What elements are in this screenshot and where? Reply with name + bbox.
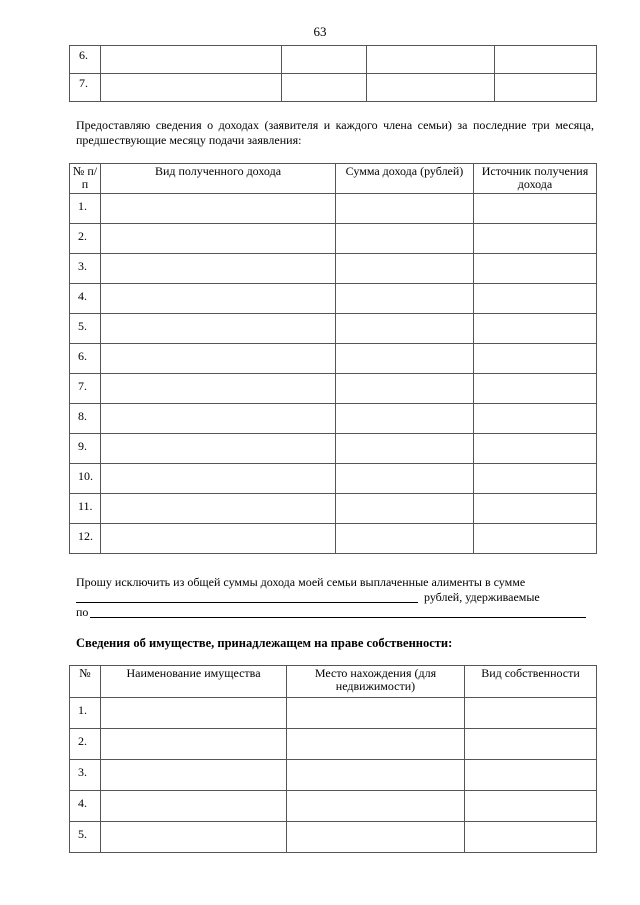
income-table-row	[70, 344, 597, 374]
income-table-cell[interactable]	[474, 254, 597, 284]
continued-table-cell[interactable]	[367, 74, 495, 102]
income-table-row	[70, 464, 597, 494]
income-table-cell[interactable]	[101, 194, 336, 224]
alimony-line3-prefix: по	[76, 605, 89, 619]
continued-table-cell[interactable]	[282, 74, 367, 102]
property-table-header-row	[70, 666, 597, 698]
income-table-cell[interactable]	[336, 224, 474, 254]
income-table-cell[interactable]	[101, 374, 336, 404]
property-table-row	[70, 698, 597, 729]
property-table-cell[interactable]	[465, 729, 597, 760]
income-table-cell[interactable]	[474, 464, 597, 494]
income-table-cell[interactable]	[101, 464, 336, 494]
property-header-name: Наименование имущества	[101, 666, 287, 698]
income-table-cell[interactable]	[101, 494, 336, 524]
income-table-row-number: 6.	[70, 344, 101, 374]
income-table-cell[interactable]	[336, 524, 474, 554]
income-table-cell[interactable]	[336, 254, 474, 284]
property-table-cell[interactable]	[101, 698, 287, 729]
property-table-row	[70, 791, 597, 822]
income-table-cell[interactable]	[474, 404, 597, 434]
income-table-cell[interactable]	[336, 314, 474, 344]
income-header-amount: Сумма дохода (рублей)	[336, 164, 474, 194]
income-table-row-number: 10.	[70, 464, 101, 494]
income-table-row	[70, 524, 597, 554]
income-table-row-number: 12.	[70, 524, 101, 554]
income-table-row	[70, 194, 597, 224]
income-table-cell[interactable]	[101, 344, 336, 374]
income-table-row-number: 4.	[70, 284, 101, 314]
income-table-cell[interactable]	[474, 314, 597, 344]
income-table-cell[interactable]	[474, 224, 597, 254]
income-table-cell[interactable]	[336, 404, 474, 434]
income-table-row-number: 8.	[70, 404, 101, 434]
property-table-row-number: 4.	[70, 791, 101, 822]
property-table-cell[interactable]	[101, 729, 287, 760]
income-table-row-number: 5.	[70, 314, 101, 344]
property-table-cell[interactable]	[287, 760, 465, 791]
continued-table-row-number: 6.	[70, 46, 101, 74]
continued-table	[69, 45, 597, 102]
property-table-cell[interactable]	[287, 822, 465, 853]
income-table-row	[70, 284, 597, 314]
property-header-num: №	[70, 666, 101, 698]
income-table-cell[interactable]	[101, 524, 336, 554]
income-table-row	[70, 434, 597, 464]
property-heading: Сведения об имуществе, принадлежащем на праве собственности:	[76, 636, 453, 650]
income-table-cell[interactable]	[336, 284, 474, 314]
continued-table-cell[interactable]	[282, 46, 367, 74]
property-table-row	[70, 760, 597, 791]
property-table-cell[interactable]	[287, 698, 465, 729]
page-number: 63	[313, 24, 327, 39]
continued-table-cell[interactable]	[495, 74, 597, 102]
continued-table-cell[interactable]	[367, 46, 495, 74]
income-intro-text: Предоставляю сведения о доходах (заявителя и каждого члена семьи) за последние три месяца, предшествующие месяцу подачи заявления:	[76, 118, 594, 147]
income-table-cell[interactable]	[336, 494, 474, 524]
income-table-row-number: 2.	[70, 224, 101, 254]
income-table-row	[70, 494, 597, 524]
income-header-num: № п/п	[70, 164, 101, 194]
income-table-row-number: 11.	[70, 494, 101, 524]
property-table-row-number: 5.	[70, 822, 101, 853]
property-table	[69, 665, 597, 853]
property-table-cell[interactable]	[465, 698, 597, 729]
income-table-cell[interactable]	[101, 314, 336, 344]
income-table-cell[interactable]	[474, 434, 597, 464]
property-table-row-number: 1.	[70, 698, 101, 729]
income-table-cell[interactable]	[474, 194, 597, 224]
income-table	[69, 163, 597, 554]
continued-table-row	[70, 74, 597, 102]
income-table-cell[interactable]	[101, 404, 336, 434]
property-table-row-number: 3.	[70, 760, 101, 791]
continued-table-row-number: 7.	[70, 74, 101, 102]
income-table-row-number: 7.	[70, 374, 101, 404]
income-header-type: Вид полученного дохода	[101, 164, 336, 194]
continued-table-cell[interactable]	[101, 74, 282, 102]
property-table-cell[interactable]	[287, 729, 465, 760]
income-table-cell[interactable]	[474, 344, 597, 374]
income-table-cell[interactable]	[101, 284, 336, 314]
property-table-row-number: 2.	[70, 729, 101, 760]
income-table-cell[interactable]	[474, 524, 597, 554]
income-table-row	[70, 314, 597, 344]
alimony-line2-suffix: рублей, удерживаемые	[424, 590, 540, 604]
income-table-cell[interactable]	[101, 224, 336, 254]
property-table-cell[interactable]	[287, 791, 465, 822]
income-table-row	[70, 224, 597, 254]
income-table-cell[interactable]	[336, 434, 474, 464]
continued-table-row	[70, 46, 597, 74]
income-table-row-number: 1.	[70, 194, 101, 224]
income-table-cell[interactable]	[336, 344, 474, 374]
income-table-header-row	[70, 164, 597, 194]
alimony-line3	[76, 605, 594, 620]
alimony-text-line1: Прошу исключить из общей суммы дохода моей семьи выплаченные алименты в сумме	[76, 575, 526, 589]
income-table-row	[70, 404, 597, 434]
property-table-cell[interactable]	[465, 760, 597, 791]
property-table-cell[interactable]	[101, 760, 287, 791]
income-header-source: Источник получения дохода	[474, 164, 597, 194]
income-table-cell[interactable]	[101, 434, 336, 464]
alimony-amount-blank[interactable]	[76, 590, 418, 603]
property-table-cell[interactable]	[465, 822, 597, 853]
alimony-line2	[76, 590, 594, 605]
alimony-withheld-by-blank[interactable]	[90, 605, 586, 618]
income-table-cell[interactable]	[336, 464, 474, 494]
income-table-row-number: 3.	[70, 254, 101, 284]
property-table-cell[interactable]	[465, 791, 597, 822]
continued-table-cell[interactable]	[101, 46, 282, 74]
property-table-cell[interactable]	[101, 791, 287, 822]
income-table-row	[70, 374, 597, 404]
property-header-ownership: Вид собственности	[465, 666, 597, 698]
income-table-cell[interactable]	[474, 284, 597, 314]
income-table-cell[interactable]	[474, 374, 597, 404]
income-table-cell[interactable]	[336, 374, 474, 404]
income-table-cell[interactable]	[101, 254, 336, 284]
income-table-cell[interactable]	[336, 194, 474, 224]
property-table-row	[70, 822, 597, 853]
property-table-row	[70, 729, 597, 760]
income-table-row	[70, 254, 597, 284]
property-header-location: Место нахождения (для недвижимости)	[287, 666, 465, 698]
income-table-row-number: 9.	[70, 434, 101, 464]
income-table-cell[interactable]	[474, 494, 597, 524]
continued-table-cell[interactable]	[495, 46, 597, 74]
property-table-cell[interactable]	[101, 822, 287, 853]
